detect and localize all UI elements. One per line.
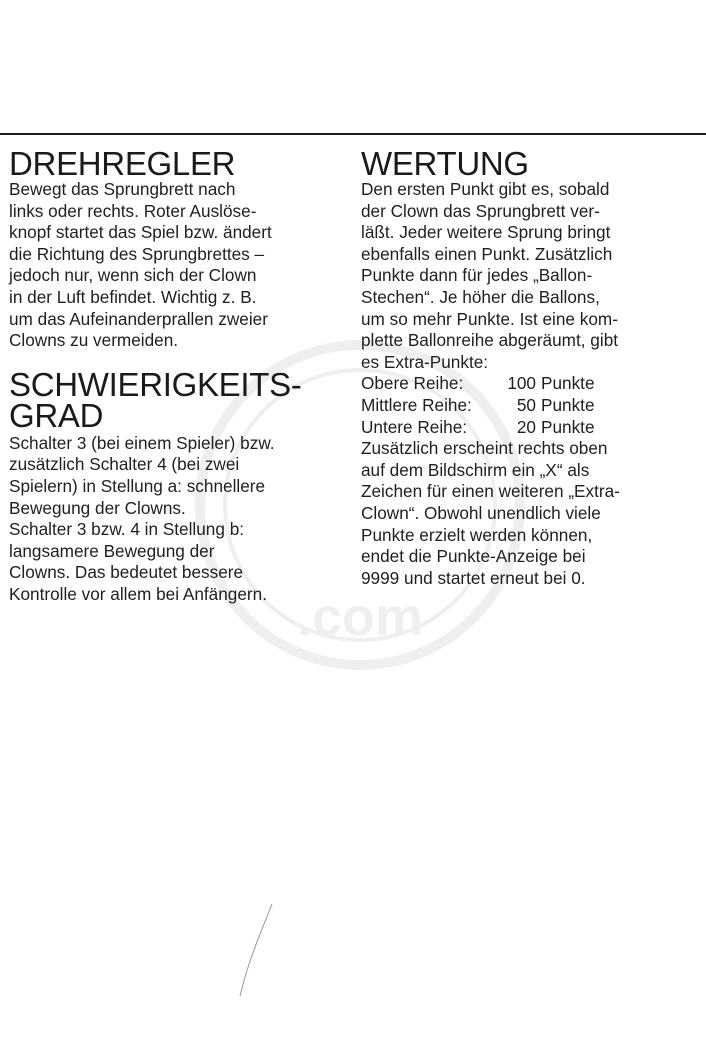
right-column	[361, 145, 701, 589]
body-line: zusätzlich Schalter 4 (bei zwei	[9, 454, 240, 475]
body-line: Bewegung der Clowns.	[9, 497, 186, 518]
body-line: Kontrolle vor allem bei Anfängern.	[9, 583, 267, 604]
body-line: Spielern) in Stellung a: schnellere	[9, 475, 266, 496]
section-drehregler	[9, 145, 339, 352]
score-row	[361, 373, 701, 395]
body-line: links oder rechts. Roter Auslöse-	[9, 200, 257, 221]
score-row-value: 50	[516, 394, 536, 415]
score-row-value: 100	[507, 373, 536, 394]
body-line: Zusätzlich erscheint rechts oben	[361, 438, 608, 459]
pencil-scratch-mark	[232, 900, 282, 1000]
score-row-label: Obere Reihe:	[361, 373, 464, 394]
score-row-label: Mittlere Reihe:	[361, 394, 472, 415]
body-line: Punkte erzielt werden können,	[361, 524, 593, 545]
body-line: endet die Punkte-Anzeige bei	[361, 546, 586, 567]
section-heading	[9, 365, 339, 434]
body-line: Punkte dann für jedes „Ballon-	[361, 265, 593, 286]
score-row-unit: Punkte	[541, 394, 595, 415]
body-line: langsamere Bewegung der	[9, 540, 215, 561]
body-line: Bewegt das Sprungbrett nach	[9, 179, 236, 199]
body-line: ebenfalls einen Punkt. Zusätzlich	[361, 243, 613, 264]
body-line: läßt. Jeder weitere Sprung bringt	[361, 222, 611, 243]
score-row-value: 20	[516, 416, 536, 437]
score-row	[361, 417, 701, 439]
body-line: Clowns zu vermeiden.	[9, 330, 179, 351]
body-line: Schalter 3 (bei einem Spieler) bzw.	[9, 432, 275, 453]
body-line: um so mehr Punkte. Ist eine kom-	[361, 308, 618, 329]
body-line: Zeichen für einen weiteren „Extra-	[361, 481, 620, 502]
body-line: Den ersten Punkt gibt es, sobald	[361, 179, 610, 199]
body-line: Schalter 3 bzw. 4 in Stellung b:	[9, 519, 245, 540]
body-line: knopf startet das Spiel bzw. ändert	[9, 222, 272, 243]
body-line: der Clown das Sprungbrett ver-	[361, 200, 600, 221]
body-line: plette Ballonreihe abgeräumt, gibt	[361, 330, 619, 351]
body-line: es Extra-Punkte:	[361, 351, 489, 372]
heading-line: DREHREGLER	[9, 145, 236, 182]
svg-text:.com: .com	[296, 587, 424, 647]
left-column	[9, 145, 339, 606]
score-row-unit: Punkte	[541, 416, 595, 437]
body-line: Clowns. Das bedeutet bessere	[9, 562, 244, 583]
heading-line: GRAD	[9, 396, 104, 434]
body-line: auf dem Bildschirm ein „X“ als	[361, 459, 590, 480]
section-heading: WERTUNG	[361, 145, 529, 182]
section-heading	[9, 145, 339, 182]
body-line: 9999 und startet erneut bei 0.	[361, 567, 586, 588]
score-row	[361, 395, 701, 417]
score-row-label: Untere Reihe:	[361, 416, 468, 437]
section-schwierigkeitsgrad	[9, 365, 339, 606]
heading-line: SCHWIERIGKEITS-	[9, 365, 302, 403]
body-line: Clown“. Obwohl unendlich viele	[361, 502, 601, 523]
body-line: um das Aufeinanderprallen zweier	[9, 308, 268, 329]
body-line: die Richtung des Sprungbrettes –	[9, 243, 265, 264]
body-line: Stechen“. Je höher die Ballons,	[361, 286, 600, 307]
top-divider-rule	[0, 133, 706, 135]
body-line: jedoch nur, wenn sich der Clown	[9, 265, 257, 286]
body-line: in der Luft befindet. Wichtig z. B.	[9, 286, 257, 307]
score-row-unit: Punkte	[541, 373, 595, 394]
section-wertung	[361, 145, 701, 589]
